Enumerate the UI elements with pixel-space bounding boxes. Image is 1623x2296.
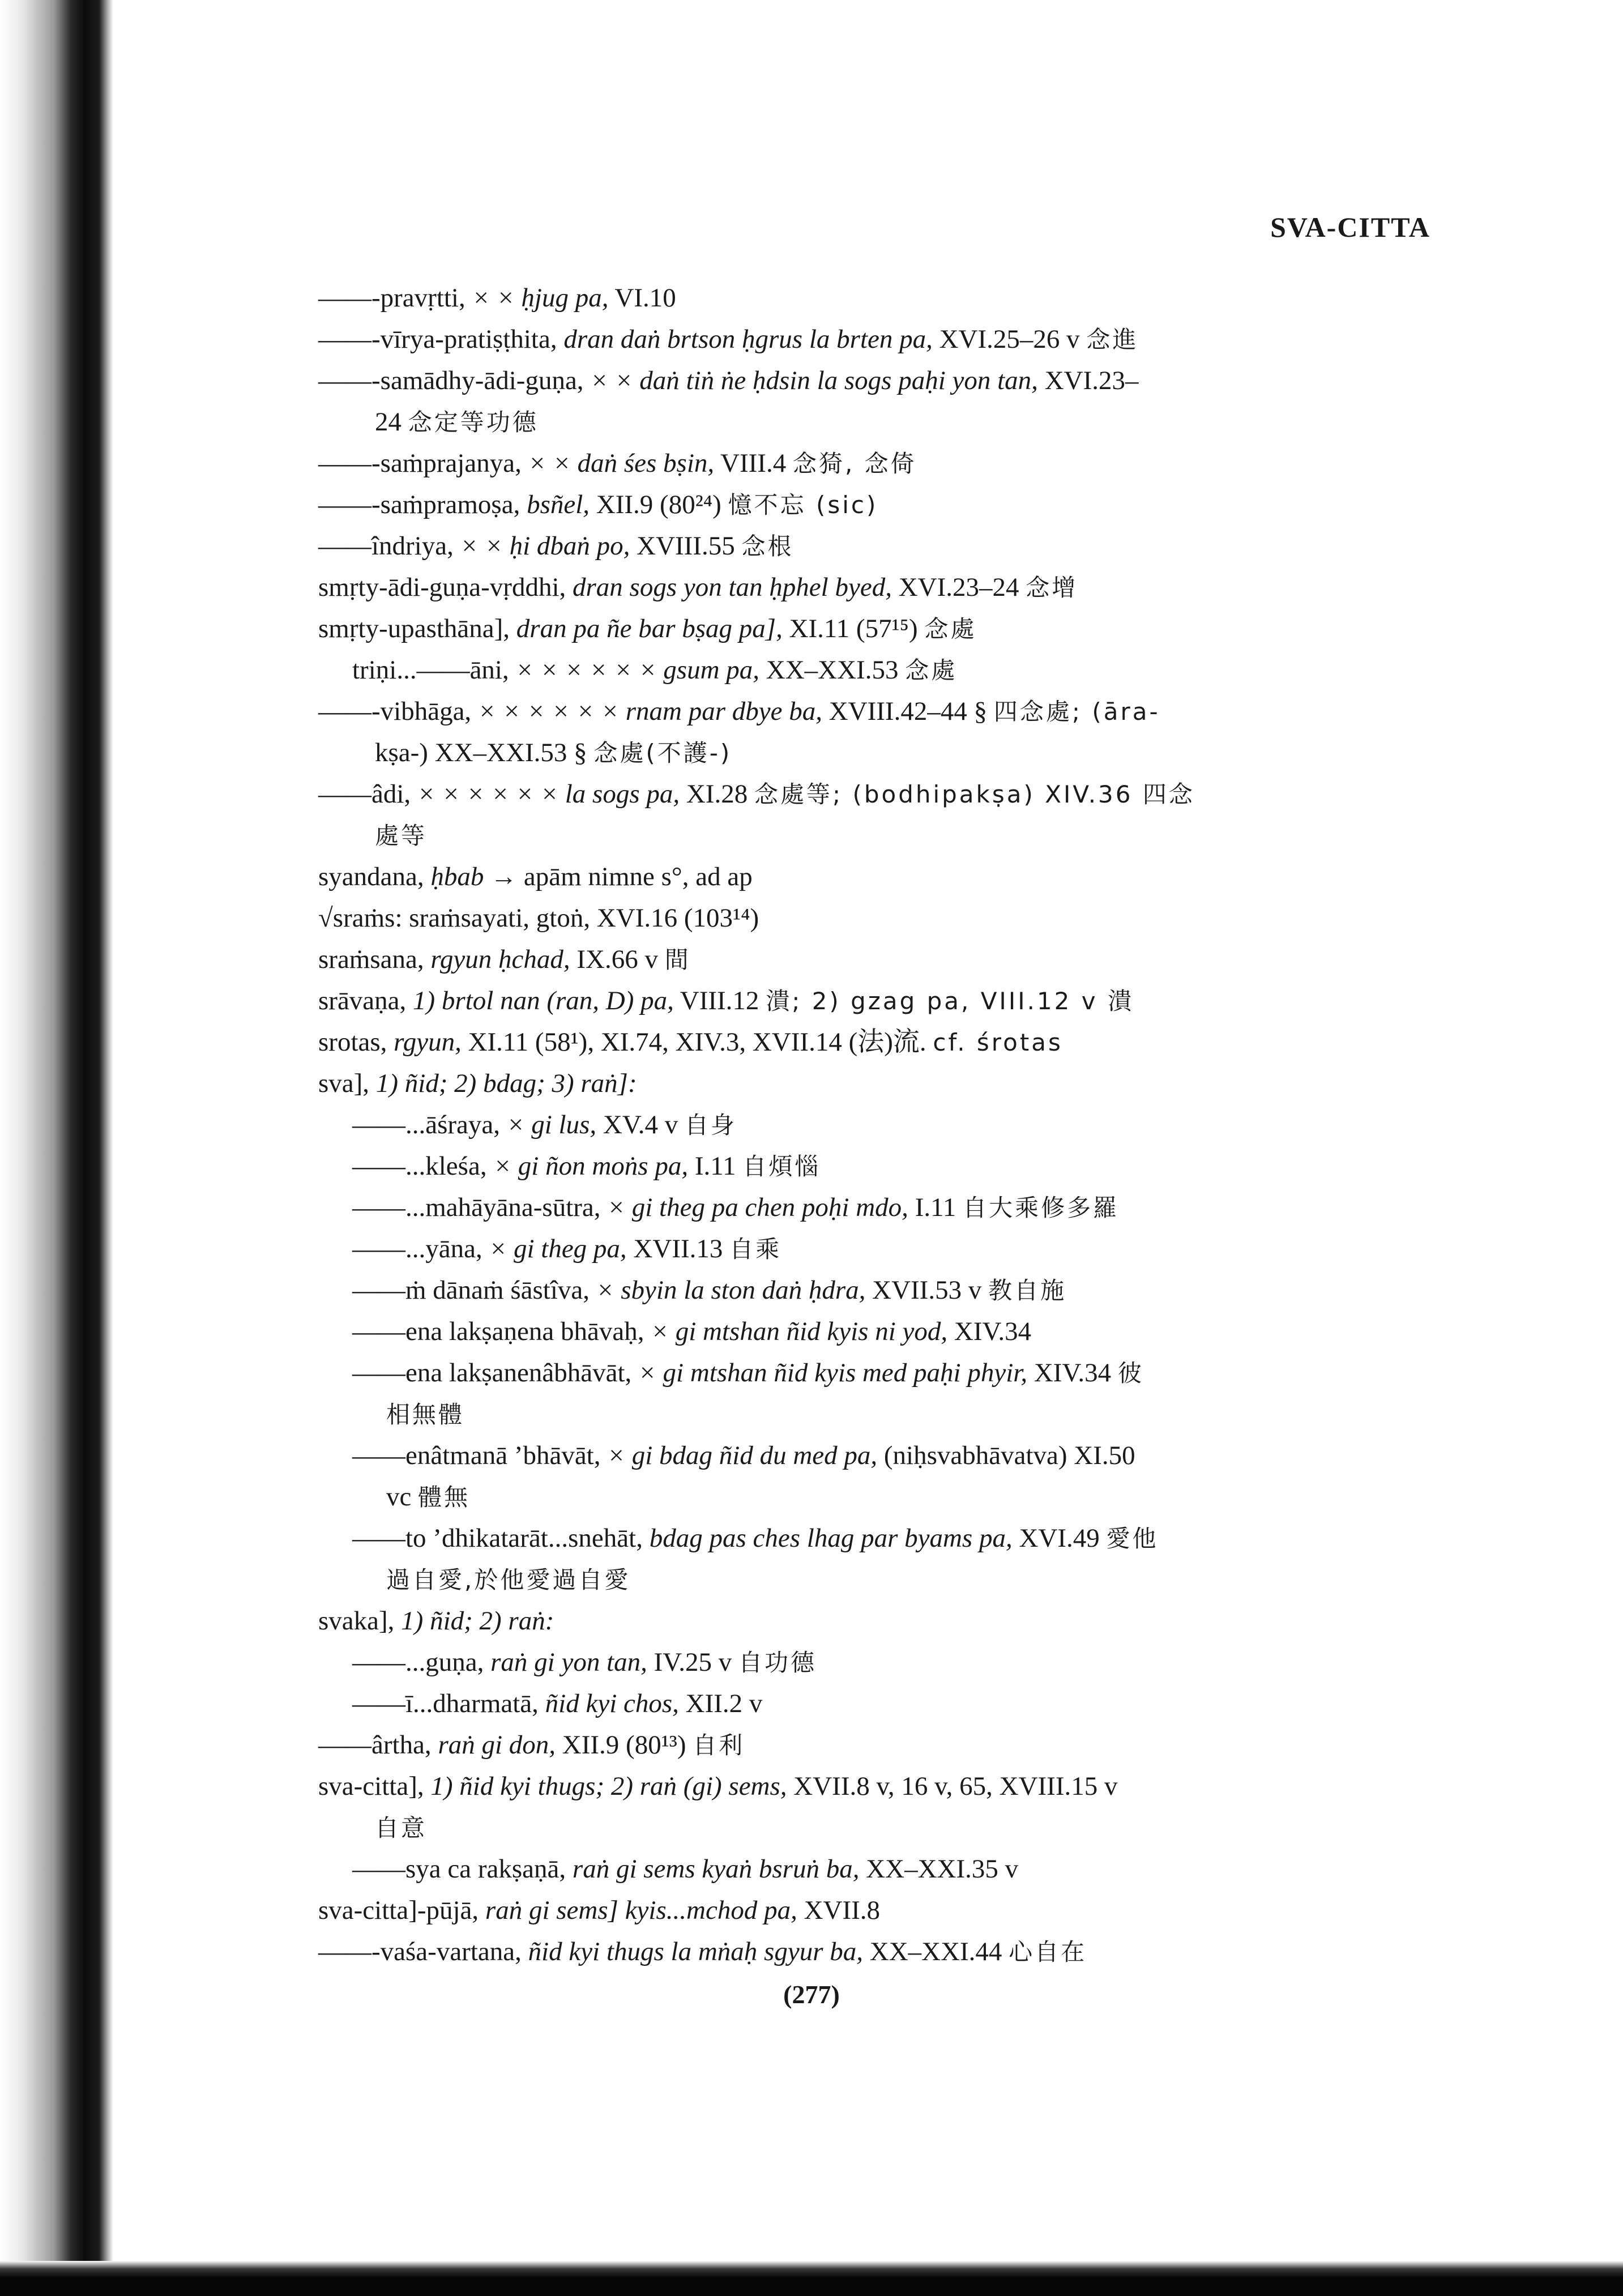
tibetan-equivalent: bsñel, [527,490,590,519]
chinese-equivalent: 念猗, 念倚 [792,450,917,477]
dictionary-entry-line [318,1559,1445,1601]
tibetan-equivalent: ñid kyi chos, [545,1689,679,1718]
dictionary-entry-line [318,1849,1445,1890]
entry-headword: ——-samādhy-ādi-guṇa, [318,366,584,395]
dictionary-entry-line [318,1394,1445,1435]
tibetan-equivalent: × gi mtshan ñid kyis med paḥi phyir, [638,1358,1028,1388]
dictionary-entry-line [318,650,1445,691]
entry-headword: srāvaṇa, [318,986,407,1015]
text-reference: VI.10 [614,283,676,313]
entry-headword: ——ṁ dānaṁ śāstîva, [352,1275,590,1305]
tibetan-equivalent: dran pa ñe bar bṣag pa], [516,614,783,643]
entry-headword: ——to ’dhikatarāt...snehāt, [352,1523,643,1553]
dictionary-entry-line [318,939,1445,980]
entry-headword: ——ârtha, [318,1730,432,1760]
chinese-equivalent: 教自施 [988,1277,1067,1304]
entry-headword: ——ī...dharmatā, [352,1689,539,1718]
tibetan-equivalent: 1) ñid; 2) raṅ: [401,1606,554,1636]
dictionary-entry-line [318,691,1445,732]
text-reference: XVIII.55 [637,531,735,561]
dictionary-entry-line [318,774,1445,815]
text-reference: XII.9 (80²⁴) [596,490,721,519]
text-reference: XX–XXI.53 [766,655,899,685]
text-reference: → apām nimne s°, ad ap [490,862,753,891]
text-reference: XVIII.42–44 § [828,697,988,726]
scan-bottom-edge [0,2261,1623,2296]
entry-headword: ——ena lakṣaṇena bhāvaḥ, [352,1317,644,1346]
tibetan-equivalent: bdag pas ches lhag par byams pa, [649,1523,1013,1553]
tibetan-equivalent: ḥbab [430,862,484,891]
entry-headword: ——-vibhāga, [318,697,472,726]
entry-headword: sva], [318,1069,370,1098]
tibetan-equivalent: raṅ gi yon tan, [490,1648,647,1677]
dictionary-entry-line [318,1601,1445,1642]
dictionary-entry-line [318,856,1445,898]
entry-headword: smṛty-ādi-guṇa-vṛddhi, [318,573,566,602]
tibetan-equivalent: ñid kyi thugs la mṅaḥ sgyur ba, [528,1937,863,1966]
chinese-equivalent: 念進 [1086,326,1139,353]
dictionary-entry-line [318,1766,1445,1807]
dictionary-entry-line [318,1642,1445,1683]
entry-headword: vc [386,1482,412,1512]
text-reference: XVII.8 [804,1896,881,1925]
dictionary-entry-line [318,815,1445,856]
chinese-equivalent: 過自愛,於他愛過自愛 [386,1566,631,1594]
text-reference: sraṁsayati, gtoṅ, XVI.16 (103¹⁴) [409,903,759,933]
tibetan-equivalent: × sbyin la ston daṅ ḥdra, [596,1275,866,1305]
text-reference: IV.25 v [654,1648,732,1677]
tibetan-equivalent: 1) brtol nan (ran, D) pa, [413,986,674,1015]
tibetan-equivalent: × × ḥi dbaṅ po, [460,531,630,561]
dictionary-entry-line [318,1146,1445,1187]
text-reference: (niḥsvabhāvatva) XI.50 [883,1441,1135,1470]
chinese-equivalent: 體無 [418,1483,471,1511]
entry-headword: ——âdi, [318,779,411,809]
text-reference: XVII.53 v [872,1275,982,1305]
text-reference: 24 [375,407,402,437]
chinese-equivalent: 念增 [1026,574,1078,601]
dictionary-entry-line [318,360,1445,402]
text-reference: XVI.49 [1019,1523,1100,1553]
tibetan-equivalent: raṅ gi don, [438,1730,556,1760]
tibetan-equivalent: rgyun, [394,1027,462,1057]
dictionary-entry-line [318,608,1445,650]
chinese-equivalent: 心自在 [1009,1938,1087,1966]
tibetan-equivalent: × gi theg pa chen poḥi mdo, [607,1193,908,1222]
chinese-equivalent: 自大乘修多羅 [963,1194,1120,1222]
dictionary-entry-line [318,1311,1445,1352]
dictionary-entry-line [318,1725,1445,1766]
chinese-equivalent: 念定等功德 [408,408,539,436]
entry-headword: ——...guṇa, [352,1648,484,1677]
entry-headword: ——...kleśa, [352,1151,487,1181]
chinese-equivalent: 自身 [684,1111,737,1139]
chinese-equivalent: 間 [664,946,691,974]
dictionary-entry-line [318,319,1445,360]
text-reference: XI.11 (57¹⁵) [789,614,918,643]
tibetan-equivalent: × × × × × × gsum pa, [515,655,760,685]
dictionary-entry-line [318,1352,1445,1394]
chinese-equivalent: cf. śrotas [933,1028,1063,1056]
tibetan-equivalent: dran daṅ brtson ḥgrus la brten pa, [563,325,933,354]
dictionary-entry-line [318,898,1445,939]
text-reference: XI.28 [686,779,748,809]
dictionary-entry-line [318,1435,1445,1476]
text-reference: XII.2 v [685,1689,763,1718]
tibetan-equivalent: × gi bdag ñid du med pa, [607,1441,878,1470]
text-reference: XX–XXI.35 v [866,1854,1019,1884]
chinese-equivalent: 自乘 [729,1235,782,1263]
dictionary-entry-line [318,278,1445,319]
chinese-equivalent: 四念處; (āra- [993,698,1160,725]
tibetan-equivalent: 1) ñid kyi thugs; 2) raṅ (gi) sems, [430,1772,787,1801]
tibetan-equivalent: × × daṅ śes bṣin, [528,449,715,478]
text-reference: XIV.34 [1033,1358,1112,1388]
entry-headword: ——ena lakṣanenâbhāvāt, [352,1358,632,1388]
chinese-equivalent: 自意 [375,1814,428,1842]
dictionary-entry-line [318,1063,1445,1104]
entry-headword: √sraṁs: [318,903,403,933]
entry-headword: ——îndriya, [318,531,454,561]
dictionary-entry-line [318,567,1445,608]
entry-headword: sva-citta], [318,1772,424,1801]
text-reference: XI.11 (58¹), XI.74, XIV.3, XVII.14 (法)流. [468,1027,926,1057]
tibetan-equivalent: × gi mtshan ñid kyis ni yod, [651,1317,948,1346]
dictionary-entry-line [318,1890,1445,1931]
chinese-equivalent: 處等 [375,822,428,850]
entry-headword: ——...mahāyāna-sūtra, [352,1193,601,1222]
text-reference: XX–XXI.53 § [434,738,587,767]
text-reference: XVII.8 v, 16 v, 65, XVIII.15 v [793,1772,1118,1801]
tibetan-equivalent: × × daṅ tiṅ ṅe ḥdsin la sogs paḥi yon tan, [590,366,1038,395]
tibetan-equivalent: × × × × × × rnam par dbye ba, [477,697,822,726]
dictionary-entries [318,278,1445,1973]
entry-headword: triṇi...——āni, [352,655,509,685]
chinese-equivalent: 念處等; (bodhipakṣa) XIV.36 四念 [754,780,1195,808]
dictionary-entry-line [318,402,1445,443]
text-reference: IX.66 v [576,945,658,974]
dictionary-entry-line [318,443,1445,484]
entry-headword: ——-saṁpramoṣa, [318,490,520,519]
tibetan-equivalent: × × × × × × la sogs pa, [417,779,680,809]
chinese-equivalent: 愛他 [1106,1525,1159,1552]
entry-headword: ——sya ca rakṣaṇā, [352,1854,566,1884]
tibetan-equivalent: × gi ñon moṅs pa, [493,1151,689,1181]
entry-headword: ——-vaśa-vartana, [318,1937,522,1966]
text-reference: XVI.23–24 [898,573,1019,602]
text-reference: XIV.34 [954,1317,1032,1346]
tibetan-equivalent: dran sogs yon tan ḥphel byed, [573,573,892,602]
chinese-equivalent: 自利 [693,1731,745,1759]
chinese-equivalent: 自煩惱 [742,1153,821,1180]
dictionary-entry-line [318,1518,1445,1559]
entry-headword: ——...āśraya, [352,1110,501,1140]
text-reference: XX–XXI.44 [869,1937,1002,1966]
text-reference: VIII.4 [720,449,787,478]
chinese-equivalent: 念處 [905,656,958,684]
tibetan-equivalent: 1) ñid; 2) bdag; 3) raṅ]: [375,1069,637,1098]
tibetan-equivalent: raṅ gi sems] kyis...mchod pa, [485,1896,797,1925]
entry-headword: ——enâtmanā ’bhāvāt, [352,1441,601,1470]
text-reference: VIII.12 [680,986,759,1015]
text-reference: I.11 [915,1193,956,1222]
dictionary-entry-line [318,526,1445,567]
dictionary-entry-line [318,1187,1445,1228]
scan-spine-shadow [0,0,113,2296]
chinese-equivalent: 念根 [741,532,794,560]
dictionary-entry-line [318,1476,1445,1518]
text-reference: XII.9 (80¹³) [562,1730,686,1760]
chinese-equivalent: 彼 [1117,1359,1144,1387]
chinese-equivalent: 念處(不護-) [593,739,732,767]
page-number: (277) [783,1980,840,2009]
entry-headword: ——-vīrya-pratiṣṭhita, [318,325,557,354]
tibetan-equivalent: × gi lus, [506,1110,597,1140]
chinese-equivalent: 潰; 2) gzag pa, VIII.12 v 潰 [766,987,1134,1015]
entry-headword: smṛty-upasthāna], [318,614,510,643]
tibetan-equivalent: raṅ gi sems kyaṅ bsruṅ ba, [572,1854,860,1884]
dictionary-entry-line [318,1022,1445,1063]
entry-headword: ——-saṁprajanya, [318,449,522,478]
text-reference: XVI.25–26 v [939,325,1080,354]
text-reference: I.11 [694,1151,736,1181]
dictionary-entry-line [318,1104,1445,1146]
dictionary-entry-line [318,1228,1445,1270]
entry-headword: sraṁsana, [318,945,424,974]
tibetan-equivalent: rgyun ḥchad, [430,945,570,974]
dictionary-entry-line [318,1807,1445,1849]
entry-headword: kṣa-) [375,738,428,767]
entry-headword: svaka], [318,1606,395,1636]
dictionary-entry-line [318,1931,1445,1973]
dictionary-entry-line [318,1270,1445,1311]
chinese-equivalent: 憶不忘 (sic) [728,491,878,519]
entry-headword: srotas, [318,1027,387,1057]
tibetan-equivalent: × gi theg pa, [489,1234,627,1264]
dictionary-entry-line [318,484,1445,526]
entry-headword: syandana, [318,862,424,891]
text-reference: XVI.23– [1044,366,1139,395]
dictionary-entry-line [318,732,1445,774]
chinese-equivalent: 自功德 [738,1649,817,1676]
chinese-equivalent: 念處 [924,615,977,643]
text-reference: XV.4 v [603,1110,678,1140]
dictionary-entry-line [318,980,1445,1022]
tibetan-equivalent: × × ḥjug pa, [472,283,609,313]
entry-headword: sva-citta]-pūjā, [318,1896,479,1925]
dictionary-entry-line [318,1683,1445,1725]
entry-headword: ——...yāna, [352,1234,482,1264]
chinese-equivalent: 相無體 [386,1401,465,1428]
entry-headword: ——-pravṛtti, [318,283,465,313]
text-reference: XVII.13 [633,1234,723,1264]
running-head: SVA-CITTA [1270,211,1430,243]
